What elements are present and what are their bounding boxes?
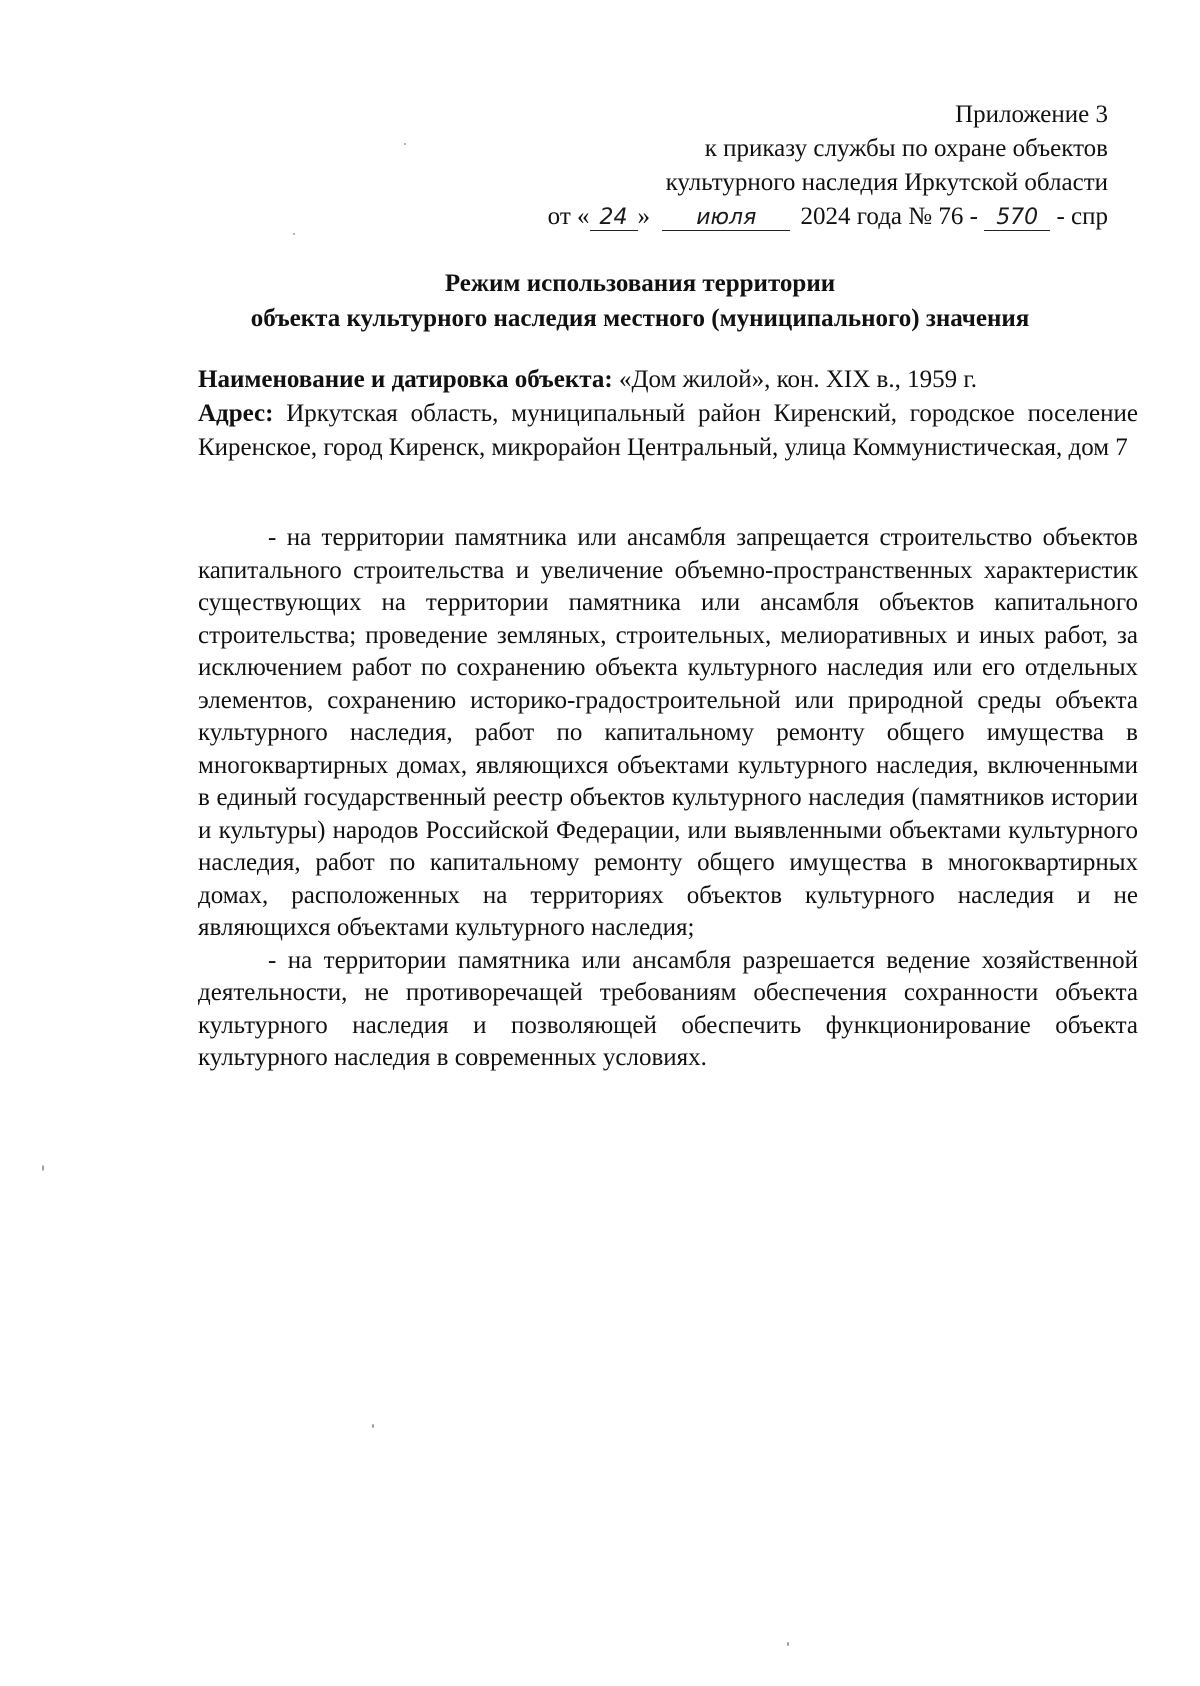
object-name-value: «Дом жилой», кон. XIX в., 1959 г. xyxy=(618,366,978,393)
object-name-row xyxy=(198,363,1138,397)
appendix-number: Приложение 3 xyxy=(955,101,1108,128)
object-address-value: Иркутская область, муниципальный район Киренский, городское поселение Киренское, город Киренск, микрорайон Центральный, улица Коммунистическая, дом 7 xyxy=(198,400,1139,461)
object-name-label: Наименование и датировка объекта: xyxy=(198,366,613,393)
date-prefix: от « xyxy=(547,203,590,230)
scan-speck xyxy=(42,1165,44,1171)
scan-speck xyxy=(404,143,406,145)
regime-paragraph-permissions: - на территории памятника или ансамбля разрешается ведение хозяйственной деятельности, не противоречащей требованиям обеспечения сохранности объекта культурного наследия и позволяющей обеспечить функционирование объекта культурного наследия в современных условиях. xyxy=(198,946,1138,1071)
title-line-1: Режим использования территории xyxy=(444,270,836,297)
date-quote-close: » xyxy=(637,203,651,230)
document-title xyxy=(140,266,1140,336)
scan-speck xyxy=(293,233,295,235)
title-line-2: объекта культурного наследия местного (муниципального) значения xyxy=(250,305,1030,332)
regime-paragraph-prohibitions: - на территории памятника или ансамбля запрещается строительство объектов капитального строительства и увеличение объемно-пространственных характеристик существующих на территории памятника или ансамбля объектов капитального строительства; проведение земляных, строительных, мелиоративных и иных работ, за исключением работ по сохранению объекта культурного наследия или его отдельных элементов, сохранению историко-градостроительной или природной среды объекта культурного наследия, работ по капитальному ремонту общего имущества в многоквартирных домах, являющихся объектами культурного наследия, включенными в единый государственный реестр объектов культурного наследия (памятников истории и культуры) народов Российской Федерации, или выявленными объектами культурного наследия, работ по капитальному ремонту общего имущества в многоквартирных домах, расположенных на территориях объектов культурного наследия и не являющихся объектами культурного наследия; xyxy=(198,524,1138,941)
handwritten-day: 24 xyxy=(590,206,638,231)
appendix-order-ref: к приказу службы по охране объектов xyxy=(704,135,1108,162)
order-suffix: - спр xyxy=(1056,203,1108,230)
appendix-agency: культурного наследия Иркутской области xyxy=(665,169,1108,196)
scan-speck xyxy=(372,1424,374,1428)
handwritten-order-number: 570 xyxy=(984,206,1050,231)
object-address-row xyxy=(198,397,1138,465)
order-date-line xyxy=(208,200,1108,234)
object-address-label: Адрес: xyxy=(198,400,274,427)
appendix-header xyxy=(208,98,1108,234)
object-info xyxy=(198,363,1138,465)
regime-text xyxy=(198,522,1138,1075)
scan-speck xyxy=(787,1642,789,1646)
handwritten-month: июля xyxy=(662,206,790,231)
date-year-text: 2024 года № 76 - xyxy=(800,203,978,230)
